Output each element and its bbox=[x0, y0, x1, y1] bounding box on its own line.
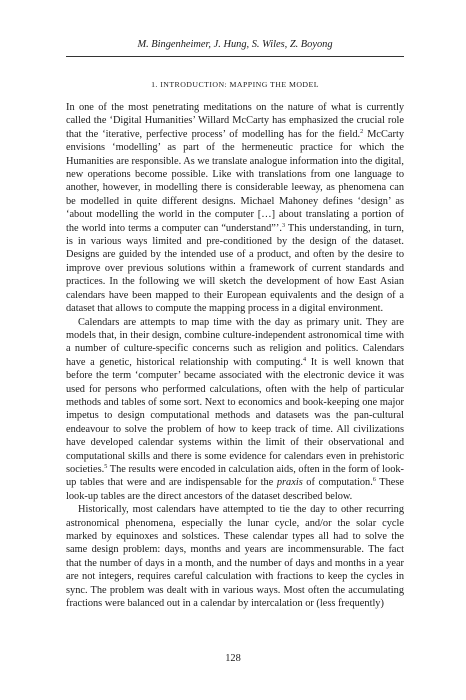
footnote-marker[interactable]: 4 bbox=[302, 355, 307, 363]
paragraph-1 bbox=[66, 101, 404, 316]
footnote-marker[interactable]: 6 bbox=[372, 476, 376, 484]
section-heading bbox=[66, 80, 404, 90]
paragraph-text: The results were encoded in calculation aids, often in the form of look-up tables that were and are indispensable for the bbox=[66, 463, 404, 489]
paragraph-text: of computation. bbox=[302, 477, 373, 489]
paragraph-text: In one of the most penetrating meditations on the nature of what is currently called the ‘Digital Humanities’ Willard McCarty has emphasized the crucial role that the ‘iterative, perfective process’ of modelling has for the field. bbox=[66, 102, 404, 140]
section-title: INTRODUCTION: MAPPING THE MODEL bbox=[160, 80, 319, 89]
paragraph-text: Calendars are attempts to map time with the day as primary unit. They are models that, in their design, combine culture-independent astronomical time with a number of culture-specific concerns such as religion and politics. Calendars have a genetic, historical relationship with computing. bbox=[66, 316, 404, 368]
paragraph-text: These look-up tables are the direct ancestors of the dataset described below. bbox=[66, 477, 404, 502]
page-body bbox=[66, 38, 404, 610]
paragraph-text: McCarty envisions ‘modelling’ as part of the hermeneutic practice for which the Humanities are responsible. As we translate analogue information into the digital, new operations become possible. Like with translations from one language to another, however, in modelling there is considerable leeway, as phenomena can be modelled in quite different designs. Michael Mahoney defines ‘design’ as ‘about modelling the world in the computer […] about translating a portion of the world into terms a computer can “understand”’. bbox=[66, 128, 404, 234]
running-head: M. Bingenheimer, J. Hung, S. Wiles, Z. Boyong bbox=[66, 38, 404, 57]
page-number: 128 bbox=[225, 653, 241, 664]
paragraph-text: It is well known that before the term ‘computer’ became associated with the electronic device it was used for persons who performed calculations, often with the help of particular methods and tables of some sort. Next to economics and book-keeping one major impetus to design computational methods and datasets was the pan-cultural endeavour to solve the problem of how to keep track of time. All civilizations have developed calendar systems within the limit of their observational and computational skills and there is some evidence for calendars even in prehistoric societies. bbox=[66, 356, 404, 475]
footnote-marker[interactable]: 3 bbox=[281, 221, 286, 229]
paragraph-text: This understanding, in turn, is in various ways limited and pre-conditioned by the design of the dataset. Designs are guided by the intended use of a product, and often by the desire to improve over previous solutions within a framework of current standards and practices. In the following we will sketch the development of how East Asian calendars have been mapped to their European equivalents and the design of a dataset that allows to compute the mapping process in a digital environment. bbox=[66, 222, 404, 315]
italic-term: praxis bbox=[276, 477, 303, 489]
paragraph-3: Historically, most calendars have attempted to tie the day to other recurring astronomical phenomena, especially the lunar cycle, and/or the solar cycle marked by equinoxes and solstices. These calendar types all had to solve the same design problem: days, months and years are incommensurable. The fact that the number of days in a month, and the number of days and months in a year are not integers, requires careful calculation with fractions to keep the cycles in sync. The problem was dealt with in various ways. Most often the accumulating fractions were balanced out in a calendar by intercalation or (less frequently) bbox=[66, 504, 404, 610]
footnote-marker[interactable]: 2 bbox=[360, 127, 364, 135]
paragraph-2 bbox=[66, 316, 404, 504]
footnote-marker[interactable]: 5 bbox=[104, 462, 108, 470]
section-number: 1. bbox=[151, 80, 158, 89]
